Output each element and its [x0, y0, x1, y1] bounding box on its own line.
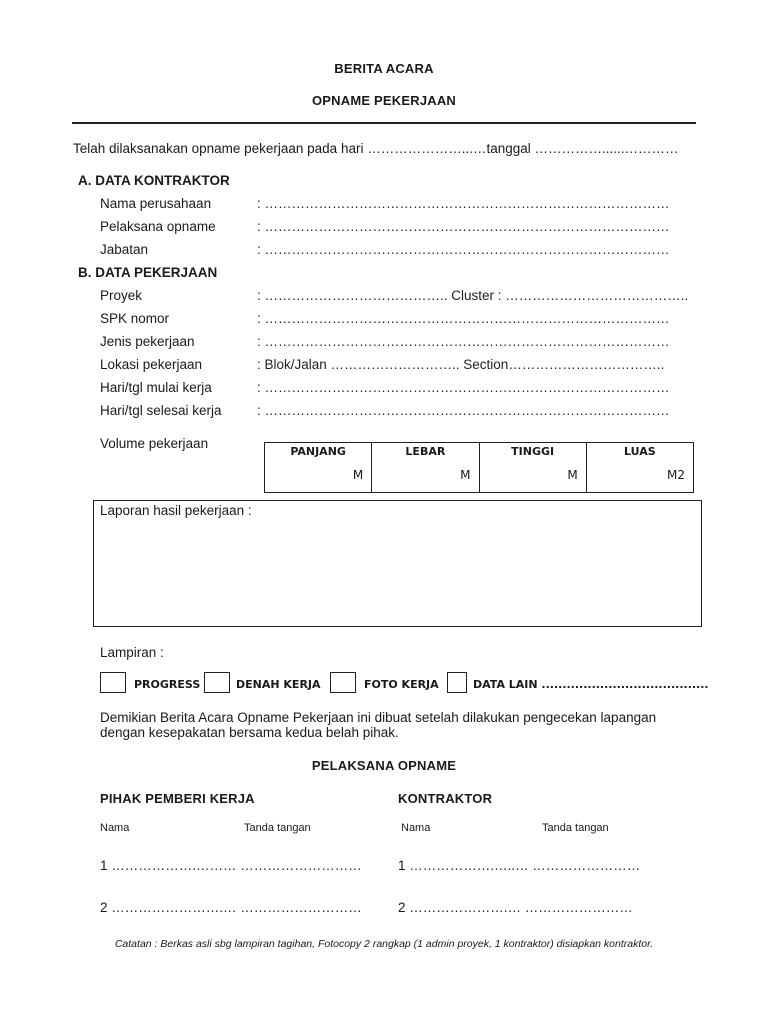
field-value-mulai-kerja[interactable]: : ………………………………………………………………………………: [257, 380, 670, 395]
volume-head-luas: LUAS: [624, 445, 656, 458]
right-sign-row-2[interactable]: 2 ………………….… ……………………: [398, 900, 633, 915]
report-box[interactable]: [93, 500, 702, 627]
volume-head-lebar: LEBAR: [405, 445, 446, 458]
checkbox-foto-kerja[interactable]: [330, 672, 356, 693]
volume-cell-tinggi[interactable]: [480, 443, 587, 492]
right-sign-row-1[interactable]: 1 ……………….…..… ……………………: [398, 858, 641, 873]
right-col-sign: Tanda tangan: [542, 822, 609, 834]
footnote: Catatan : Berkas asli sbg lampiran tagihan, Fotocopy 2 rangkap (1 admin proyek, 1 kontraktor) disiapkan kontraktor.: [114, 938, 654, 950]
volume-cell-luas[interactable]: [587, 443, 693, 492]
field-label-lokasi-pekerjaan: Lokasi pekerjaan: [100, 357, 203, 372]
right-party-title: KONTRAKTOR: [398, 791, 493, 806]
right-col-name: Nama: [401, 822, 431, 834]
field-label-mulai-kerja: Hari/tgl mulai kerja: [100, 380, 212, 395]
checkbox-label-foto-kerja: FOTO KERJA: [364, 678, 439, 691]
field-value-proyek[interactable]: : ………………………………….. Cluster : …………………………………..: [257, 288, 689, 303]
field-value-jenis-pekerjaan[interactable]: : ………………………………………………………………………………: [257, 334, 670, 349]
volume-unit-panjang: M: [352, 468, 364, 482]
volume-unit-lebar: M: [460, 468, 471, 482]
checkbox-label-data-lain: DATA LAIN ........................................: [473, 678, 709, 691]
volume-table: [264, 442, 694, 493]
checkbox-denah-kerja[interactable]: [204, 672, 230, 693]
volume-cell-lebar[interactable]: [372, 443, 479, 492]
field-label-jenis-pekerjaan: Jenis pekerjaan: [100, 334, 195, 349]
left-party-title: PIHAK PEMBERI KERJA: [100, 791, 255, 806]
volume-cell-panjang[interactable]: [265, 443, 372, 492]
closing-line-2: dengan kesepakatan bersama kedua belah pihak.: [100, 725, 399, 740]
left-sign-row-1[interactable]: 1 ……………….……… ………………………: [100, 858, 362, 873]
document-title: BERITA ACARA: [334, 61, 434, 76]
checkbox-label-progress: PROGRESS: [134, 678, 201, 691]
section-b-heading: B. DATA PEKERJAAN: [78, 265, 218, 280]
signatures-heading: PELAKSANA OPNAME: [311, 758, 457, 773]
left-col-sign: Tanda tangan: [244, 822, 311, 834]
volume-unit-luas: M2: [667, 468, 685, 482]
checkbox-progress[interactable]: [100, 672, 126, 693]
lampiran-label: Lampiran :: [100, 645, 164, 660]
field-value-selesai-kerja[interactable]: : ………………………………………………………………………………: [257, 403, 670, 418]
field-label-nama-perusahaan: Nama perusahaan: [100, 196, 212, 211]
field-value-nama-perusahaan[interactable]: : ………………………………………………………………………………: [257, 196, 670, 211]
volume-unit-tinggi: M: [567, 468, 578, 482]
volume-head-tinggi: TINGGI: [511, 445, 555, 458]
header-divider: [72, 122, 696, 124]
volume-head-panjang: PANJANG: [290, 445, 346, 458]
left-sign-row-2[interactable]: 2 …………………….… ………………………: [100, 900, 362, 915]
field-label-pelaksana-opname: Pelaksana opname: [100, 219, 216, 234]
field-value-pelaksana-opname[interactable]: : ………………………………………………………………………………: [257, 219, 670, 234]
field-value-spk-nomor[interactable]: : ………………………………………………………………………………: [257, 311, 670, 326]
intro-text: Telah dilaksanakan opname pekerjaan pada hari …………………...…tanggal ……………......…………: [73, 141, 679, 156]
report-label: Laporan hasil pekerjaan :: [100, 503, 252, 518]
field-label-selesai-kerja: Hari/tgl selesai kerja: [100, 403, 222, 418]
field-label-proyek: Proyek: [100, 288, 143, 303]
checkbox-data-lain[interactable]: [447, 672, 467, 693]
closing-line-1: Demikian Berita Acara Opname Pekerjaan ini dibuat setelah dilakukan pengecekan lapangan: [100, 710, 657, 725]
field-label-jabatan: Jabatan: [100, 242, 149, 257]
field-value-jabatan[interactable]: : ………………………………………………………………………………: [257, 242, 670, 257]
field-value-lokasi-pekerjaan[interactable]: : Blok/Jalan ……………………….. Section……………………………..: [257, 357, 665, 372]
checkbox-label-denah-kerja: DENAH KERJA: [236, 678, 321, 691]
section-a-heading: A. DATA KONTRAKTOR: [78, 173, 230, 188]
document-subtitle: OPNAME PEKERJAAN: [311, 93, 457, 108]
volume-label: Volume pekerjaan: [100, 436, 209, 451]
left-col-name: Nama: [100, 822, 130, 834]
field-label-spk-nomor: SPK nomor: [100, 311, 170, 326]
